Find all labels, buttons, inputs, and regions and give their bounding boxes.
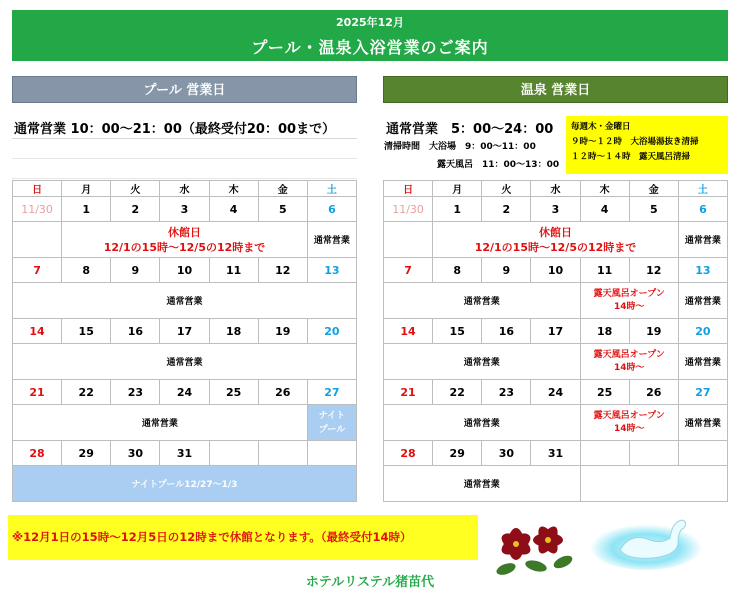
date-cell: 14: [13, 319, 62, 344]
pool-week3-status: [13, 344, 357, 380]
date-cell: 22: [62, 380, 111, 405]
status-cell: 通常営業: [678, 405, 727, 441]
status-cell: 通常営業: [678, 344, 727, 380]
pool-week4-dates: [13, 380, 357, 405]
status-cell: 通常営業: [13, 405, 308, 441]
date-cell: 11: [580, 258, 629, 283]
poinsettia-icon: [488, 514, 580, 580]
status-cell: [580, 466, 727, 502]
notice-line2: ９時～１２時 大浴場湯抜き清掃: [571, 137, 699, 147]
onsen-heading: 温泉 営業日: [383, 76, 728, 103]
onsen-clean-line2: 露天風呂 11：00～13：00: [437, 160, 560, 170]
hotel-name: ホテルリステル猪苗代: [305, 575, 435, 590]
date-cell: 23: [111, 380, 160, 405]
date-cell: 15: [433, 319, 482, 344]
date-cell: 29: [433, 441, 482, 466]
dow-cell: 土: [307, 181, 356, 197]
onsen-week4-dates: [384, 380, 728, 405]
date-cell: 3: [160, 197, 209, 222]
date-cell: 12: [629, 258, 678, 283]
date-cell: 1: [62, 197, 111, 222]
onsen-week4-status: [384, 405, 728, 441]
rotenburo-open-label: 露天風呂オープン: [593, 410, 665, 421]
date-cell: 4: [209, 197, 258, 222]
night-label-1: ナイト: [318, 410, 346, 421]
onsen-week3-status: [384, 344, 728, 380]
pool-week2-status: [13, 283, 357, 319]
rotenburo-open-time: 14時～: [613, 301, 645, 312]
date-cell: [678, 441, 727, 466]
rotenburo-open-label: 露天風呂オープン: [593, 288, 665, 299]
pool-week4-status: [13, 405, 357, 441]
onsen-week2-dates: [384, 258, 728, 283]
date-cell: 28: [384, 441, 433, 466]
status-cell: [13, 222, 62, 258]
dow-cell: 火: [482, 181, 531, 197]
dow-cell: 土: [678, 181, 727, 197]
date-cell: 15: [62, 319, 111, 344]
onsen-week3-dates: [384, 319, 728, 344]
closed-range: 12/1の15時～12/5の12時まで: [103, 240, 266, 254]
date-cell: 26: [629, 380, 678, 405]
onsen-week2-status: [384, 283, 728, 319]
swan-icon: [586, 510, 706, 572]
date-cell: 19: [258, 319, 307, 344]
dow-cell: 水: [160, 181, 209, 197]
dow-cell: 月: [433, 181, 482, 197]
date-cell: 27: [307, 380, 356, 405]
rotenburo-open-label: 露天風呂オープン: [593, 349, 665, 360]
date-cell: 6: [678, 197, 727, 222]
closure-notice: ※12月1日の15時～12月5日の12時まで休館となります。（最終受付14時）: [8, 515, 478, 560]
rotenburo-open-cell: [580, 344, 678, 380]
date-cell: [580, 441, 629, 466]
pool-dow-row: [13, 181, 357, 197]
status-cell: 通常営業: [307, 222, 356, 258]
pool-week5-status: [13, 466, 357, 502]
date-cell: 17: [160, 319, 209, 344]
dow-cell: 木: [209, 181, 258, 197]
date-cell: 9: [111, 258, 160, 283]
rotenburo-open-cell: [580, 283, 678, 319]
date-cell: 31: [160, 441, 209, 466]
pool-week1-dates: [13, 197, 357, 222]
date-cell: 11/30: [384, 197, 433, 222]
closed-notice: [433, 222, 679, 258]
date-cell: 23: [482, 380, 531, 405]
banner-title: プール・温泉入浴営業のご案内: [251, 38, 489, 57]
date-cell: 1: [433, 197, 482, 222]
closed-notice: [62, 222, 308, 258]
onsen-week5-status: [384, 466, 728, 502]
date-cell: [258, 441, 307, 466]
onsen-hours: 通常営業 5：00～24：00: [386, 122, 554, 137]
date-cell: 11: [209, 258, 258, 283]
closed-range: 12/1の15時～12/5の12時まで: [474, 240, 637, 254]
date-cell: 24: [531, 380, 580, 405]
notice-line1: 毎週木・金曜日: [571, 122, 631, 132]
date-cell: 10: [531, 258, 580, 283]
date-cell: 2: [111, 197, 160, 222]
dow-cell: 日: [384, 181, 433, 197]
date-cell: [209, 441, 258, 466]
onsen-calendar: [383, 180, 728, 502]
date-cell: 19: [629, 319, 678, 344]
date-cell: 3: [531, 197, 580, 222]
status-cell: 通常営業: [384, 405, 581, 441]
onsen-week1-dates: [384, 197, 728, 222]
date-cell: 12: [258, 258, 307, 283]
date-cell: 28: [13, 441, 62, 466]
pool-week1-status: [13, 222, 357, 258]
date-cell: 17: [531, 319, 580, 344]
date-cell: 10: [160, 258, 209, 283]
pool-week2-dates: [13, 258, 357, 283]
date-cell: 24: [160, 380, 209, 405]
dow-cell: 水: [531, 181, 580, 197]
onsen-dow-row: [384, 181, 728, 197]
onsen-week1-status: [384, 222, 728, 258]
onsen-week5-dates: [384, 441, 728, 466]
date-cell: 9: [482, 258, 531, 283]
dow-cell: 日: [13, 181, 62, 197]
date-cell: 25: [209, 380, 258, 405]
date-cell: 29: [62, 441, 111, 466]
dow-cell: 金: [629, 181, 678, 197]
status-cell: 通常営業: [13, 283, 357, 319]
date-cell: 7: [384, 258, 433, 283]
date-cell: 8: [433, 258, 482, 283]
date-cell: 18: [209, 319, 258, 344]
date-cell: 20: [678, 319, 727, 344]
date-cell: 6: [307, 197, 356, 222]
date-cell: 13: [678, 258, 727, 283]
night-pool-period: ナイトプール12/27～1/3: [13, 466, 357, 502]
dow-cell: 金: [258, 181, 307, 197]
date-cell: 4: [580, 197, 629, 222]
pool-week3-dates: [13, 319, 357, 344]
date-cell: 26: [258, 380, 307, 405]
date-cell: 22: [433, 380, 482, 405]
date-cell: 20: [307, 319, 356, 344]
night-pool-cell: [307, 405, 356, 441]
closed-title: 休館日: [167, 225, 201, 239]
night-label-2: プール: [318, 424, 346, 435]
closed-title: 休館日: [538, 225, 572, 239]
date-cell: 16: [111, 319, 160, 344]
pool-week5-dates: [13, 441, 357, 466]
date-cell: 7: [13, 258, 62, 283]
date-cell: [629, 441, 678, 466]
status-cell: 通常営業: [13, 344, 357, 380]
date-cell: 16: [482, 319, 531, 344]
date-cell: 21: [13, 380, 62, 405]
onsen-cleaning-notice: [566, 116, 728, 174]
rotenburo-open-cell: [580, 405, 678, 441]
status-cell: [384, 222, 433, 258]
date-cell: 21: [384, 380, 433, 405]
date-cell: 14: [384, 319, 433, 344]
status-cell: 通常営業: [678, 283, 727, 319]
status-cell: 通常営業: [384, 344, 581, 380]
date-cell: 31: [531, 441, 580, 466]
date-cell: 27: [678, 380, 727, 405]
status-cell: 通常営業: [678, 222, 727, 258]
dow-cell: 木: [580, 181, 629, 197]
dow-cell: 火: [111, 181, 160, 197]
pool-calendar: [12, 180, 357, 502]
date-cell: 11/30: [13, 197, 62, 222]
date-cell: [307, 441, 356, 466]
date-cell: 30: [482, 441, 531, 466]
date-cell: 2: [482, 197, 531, 222]
status-cell: 通常営業: [384, 466, 581, 502]
date-cell: 13: [307, 258, 356, 283]
status-cell: 通常営業: [384, 283, 581, 319]
date-cell: 18: [580, 319, 629, 344]
date-cell: 5: [258, 197, 307, 222]
title-banner: [12, 10, 728, 61]
pool-blank-rows: [12, 138, 357, 178]
dow-cell: 月: [62, 181, 111, 197]
date-cell: 30: [111, 441, 160, 466]
onsen-clean-line1: 清掃時間 大浴場 9：00～11：00: [384, 142, 536, 152]
pool-hours: 通常営業 10：00～21：00（最終受付20：00まで）: [14, 122, 336, 137]
date-cell: 8: [62, 258, 111, 283]
banner-subtitle: 2025年12月: [336, 16, 404, 29]
date-cell: 5: [629, 197, 678, 222]
notice-line3: １２時～１４時 露天風呂清掃: [571, 152, 691, 162]
date-cell: 25: [580, 380, 629, 405]
rotenburo-open-time: 14時～: [613, 423, 645, 434]
pool-heading: プール 営業日: [12, 76, 357, 103]
rotenburo-open-time: 14時～: [613, 362, 645, 373]
